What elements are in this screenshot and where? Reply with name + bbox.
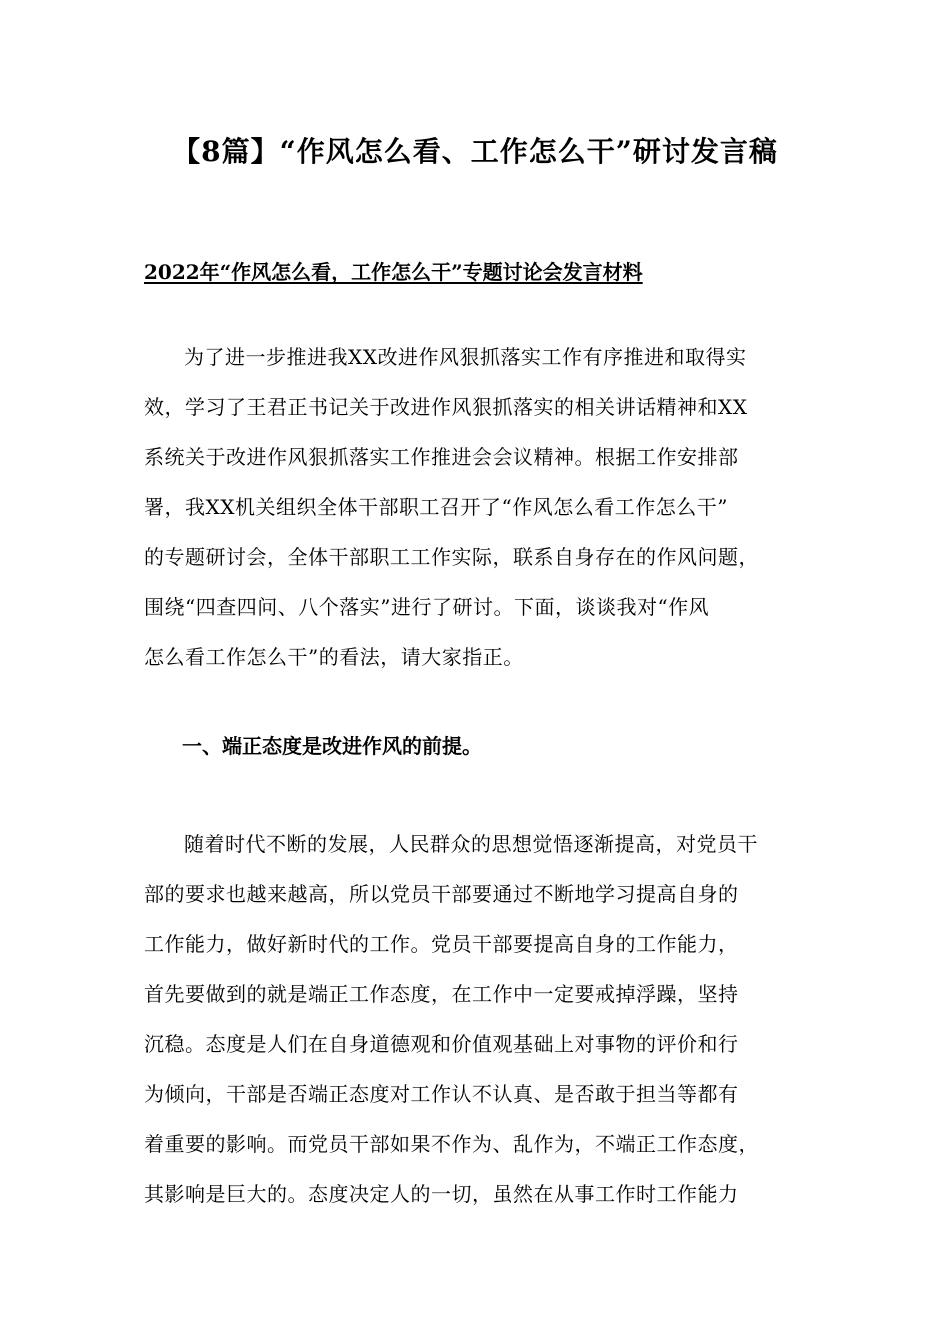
paragraph-line: 随着时代不断的发展，人民群众的思想觉悟逐渐提高，对党员干 [184,832,758,856]
paragraph-line: 效，学习了王君正书记关于改进作风狠抓落实的相关讲话精神和XX [144,395,748,419]
paragraph-line: 其影响是巨大的。态度决定人的一切，虽然在从事工作时工作能力 [144,1182,739,1206]
document-subtitle: 2022年“作风怎么看，工作怎么干”专题讨论会发言材料 [144,260,643,284]
paragraph-line: 沉稳。态度是人们在自身道德观和价值观基础上对事物的评价和行 [144,1032,739,1056]
paragraph-line: 署，我XX机关组织全体干部职工召开了“作风怎么看工作怎么干” [144,495,728,519]
paragraph-line: 为了进一步推进我XX改进作风狠抓落实工作有序推进和取得实 [184,345,747,369]
paragraph-line: 的专题研讨会，全体干部职工工作实际，联系自身存在的作风问题， [144,545,759,569]
paragraph-section1 [144,819,834,1219]
paragraph-line: 首先要做到的就是端正工作态度，在工作中一定要戒掉浮躁，坚持 [144,982,739,1006]
paragraph-line: 围绕“四查四问、八个落实”进行了研讨。下面，谈谈我对“作风 [144,595,710,619]
section-heading: 一、端正态度是改进作风的前提。 [182,734,482,758]
paragraph-line: 怎么看工作怎么干”的看法，请大家指正。 [144,645,524,669]
paragraph-line: 着重要的影响。而党员干部如果不作为、乱作为，不端正工作态度， [144,1132,759,1156]
document-title: 【8篇】“作风怎么看、工作怎么干”研讨发言稿 [172,135,778,168]
paragraph-line: 部的要求也越来越高，所以党员干部要通过不断地学习提高自身的 [144,882,739,906]
paragraph-intro [144,332,834,682]
paragraph-line: 工作能力，做好新时代的工作。党员干部要提高自身的工作能力， [144,932,739,956]
paragraph-line: 为倾向，干部是否端正态度对工作认不认真、是否敢于担当等都有 [144,1082,739,1106]
paragraph-line: 系统关于改进作风狠抓落实工作推进会会议精神。根据工作安排部 [144,445,739,469]
